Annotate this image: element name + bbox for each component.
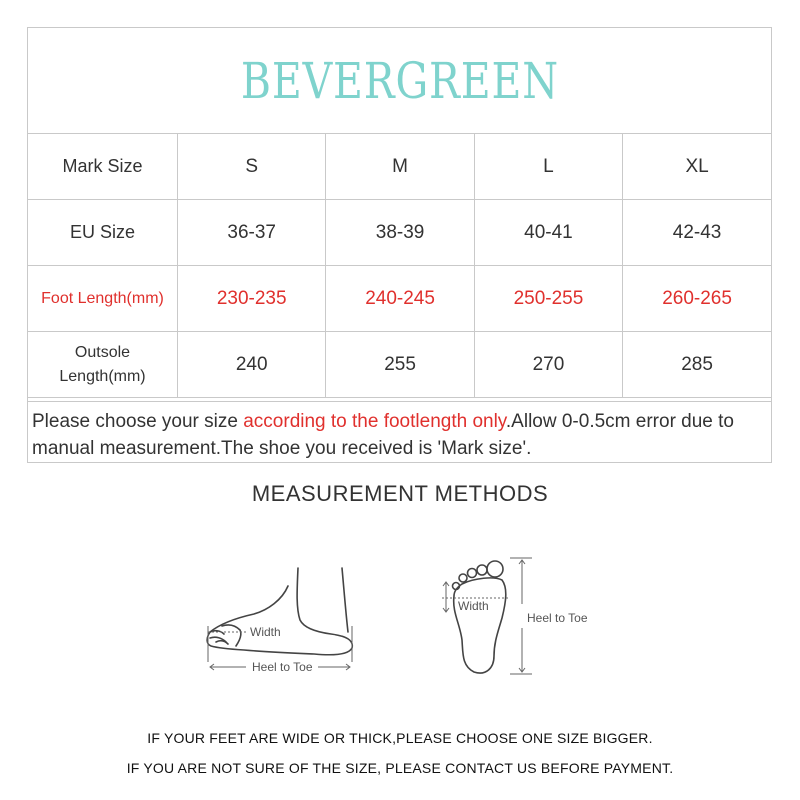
table-cell: 270 <box>474 332 622 398</box>
row-label-mark-size: Mark Size <box>28 134 178 200</box>
table-cell: 42-43 <box>623 200 771 266</box>
size-table <box>28 134 771 398</box>
side-length-label: Heel to Toe <box>252 660 313 674</box>
brand-header <box>28 28 771 134</box>
table-row <box>28 200 771 266</box>
row-label-line: Outsole <box>74 343 131 361</box>
table-row <box>28 266 771 332</box>
note-highlight: according to the footlength only <box>243 411 506 432</box>
foot-sole-view-illustration <box>432 552 602 682</box>
tip-contact-us: IF YOU ARE NOT SURE OF THE SIZE, PLEASE CONTACT US BEFORE PAYMENT. <box>126 760 674 776</box>
table-cell: 250-255 <box>474 266 622 332</box>
brand-logo: BEVERGREEN <box>240 51 559 110</box>
size-note <box>28 401 771 463</box>
table-cell: 36-37 <box>178 200 326 266</box>
table-cell: 38-39 <box>326 200 474 266</box>
note-text: Please choose your size <box>32 411 244 432</box>
table-cell: 230-235 <box>178 266 326 332</box>
table-cell: 260-265 <box>623 266 771 332</box>
row-label-outsole-length <box>28 332 178 398</box>
table-cell: XL <box>623 134 771 200</box>
table-cell: L <box>474 134 622 200</box>
table-cell: 240-245 <box>326 266 474 332</box>
foot-side-view-illustration <box>196 560 366 680</box>
table-cell: M <box>326 134 474 200</box>
table-cell: 240 <box>178 332 326 398</box>
side-width-label: Width <box>250 625 281 639</box>
row-label-eu-size: EU Size <box>28 200 178 266</box>
table-cell: 255 <box>326 332 474 398</box>
size-chart-frame <box>27 27 772 463</box>
sole-width-label: Width <box>458 599 489 613</box>
measurement-title: MEASUREMENT METHODS <box>251 481 549 506</box>
row-label-foot-length: Foot Length(mm) <box>28 266 178 332</box>
table-cell: 285 <box>623 332 771 398</box>
tip-wide-feet: IF YOUR FEET ARE WIDE OR THICK,PLEASE CHOOSE ONE SIZE BIGGER. <box>147 730 653 746</box>
table-cell: 40-41 <box>474 200 622 266</box>
table-cell: S <box>178 134 326 200</box>
row-label-line: Length(mm) <box>59 367 146 385</box>
note-text: .Allow 0-0.5cm error due to manual measurement.The shoe you received is 'Mark size'. <box>32 411 734 459</box>
table-row <box>28 134 771 200</box>
sole-length-label: Heel to Toe <box>527 611 588 625</box>
table-row <box>28 332 771 398</box>
